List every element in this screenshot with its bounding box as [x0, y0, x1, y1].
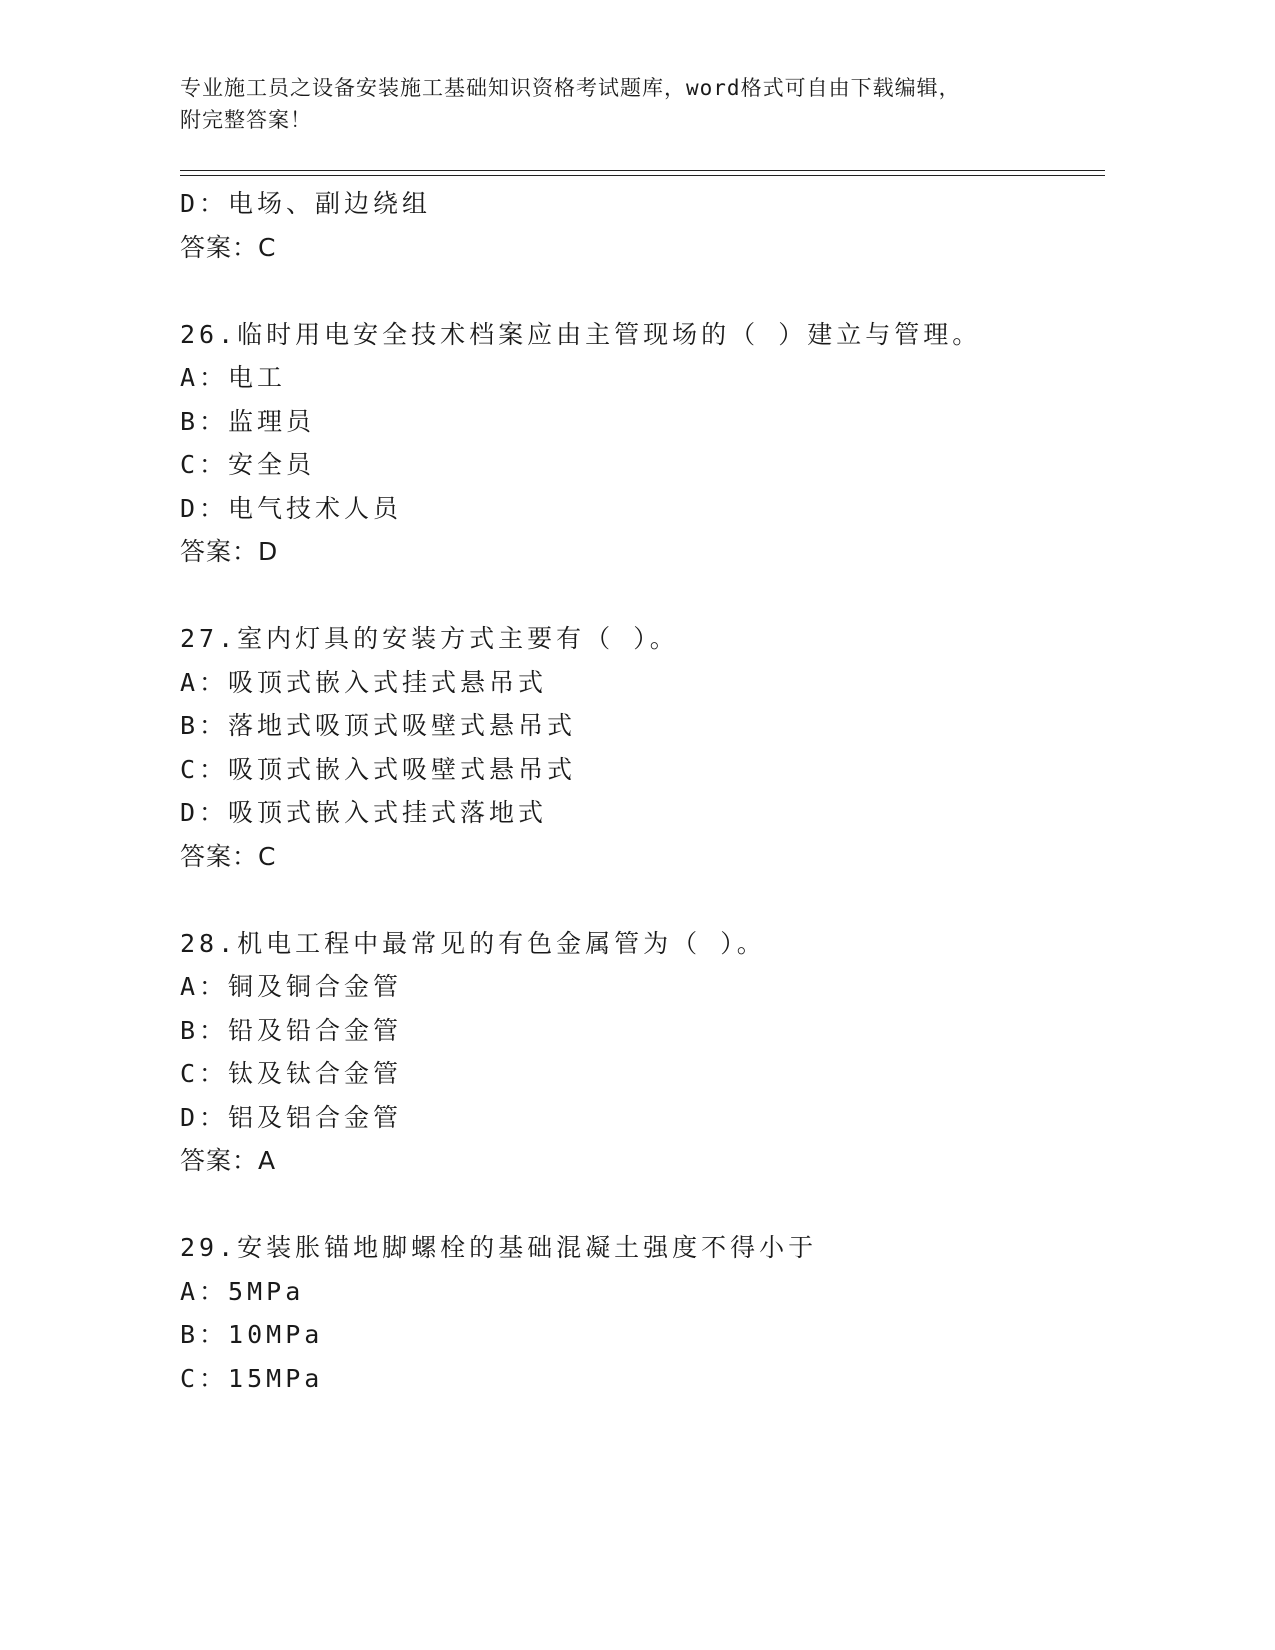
option-c: C：安全员 — [180, 450, 316, 479]
option-d: D：吸顶式嵌入式挂式落地式 — [180, 798, 548, 827]
option-c: C：钛及钛合金管 — [180, 1059, 403, 1088]
option-b: B：10MPa — [180, 1320, 324, 1349]
question-text: 27.室内灯具的安装方式主要有（ ）。 — [180, 624, 679, 653]
option-d: D：铝及铝合金管 — [180, 1102, 403, 1132]
document-header — [180, 72, 1060, 136]
option-a: A：铜及铜合金管 — [180, 972, 403, 1001]
answer-line: 答案：D — [180, 537, 279, 566]
option-b: B：监理员 — [180, 406, 316, 436]
header-title-line: 专业施工员之设备安装施工基础知识资格考试题库，word格式可自由下载编辑， — [180, 76, 961, 100]
question-text: 29.安装胀锚地脚螺栓的基础混凝土强度不得小于 — [180, 1233, 818, 1262]
option-a: A：吸顶式嵌入式挂式悬吊式 — [180, 667, 548, 697]
answer-line: 答案：C — [180, 841, 277, 871]
question-26 — [180, 313, 1105, 574]
option-b: B：铅及铅合金管 — [180, 1015, 403, 1045]
answer-line: 答案：A — [180, 1146, 277, 1175]
option-c: C：15MPa — [180, 1363, 324, 1393]
answer-line: 答案：C — [180, 232, 277, 262]
header-divider-top — [180, 170, 1105, 171]
option-c: C：吸顶式嵌入式吸壁式悬吊式 — [180, 754, 577, 784]
option-a: A：电工 — [180, 363, 287, 392]
question-text: 28.机电工程中最常见的有色金属管为（ ）。 — [180, 928, 766, 958]
option-b: B：落地式吸顶式吸壁式悬吊式 — [180, 711, 577, 740]
option-d: D：电场、副边绕组 — [180, 189, 432, 218]
option-d: D：电气技术人员 — [180, 493, 403, 523]
question-27 — [180, 617, 1105, 878]
header-subtitle-line: 附完整答案！ — [180, 108, 312, 132]
header-divider-bottom — [180, 175, 1105, 176]
question-25-fragment — [180, 182, 1105, 269]
option-a: A：5MPa — [180, 1276, 305, 1306]
question-list — [180, 182, 1105, 1400]
question-29 — [180, 1226, 1105, 1400]
question-28 — [180, 922, 1105, 1183]
question-text: 26.临时用电安全技术档案应由主管现场的（ ）建立与管理。 — [180, 319, 982, 349]
